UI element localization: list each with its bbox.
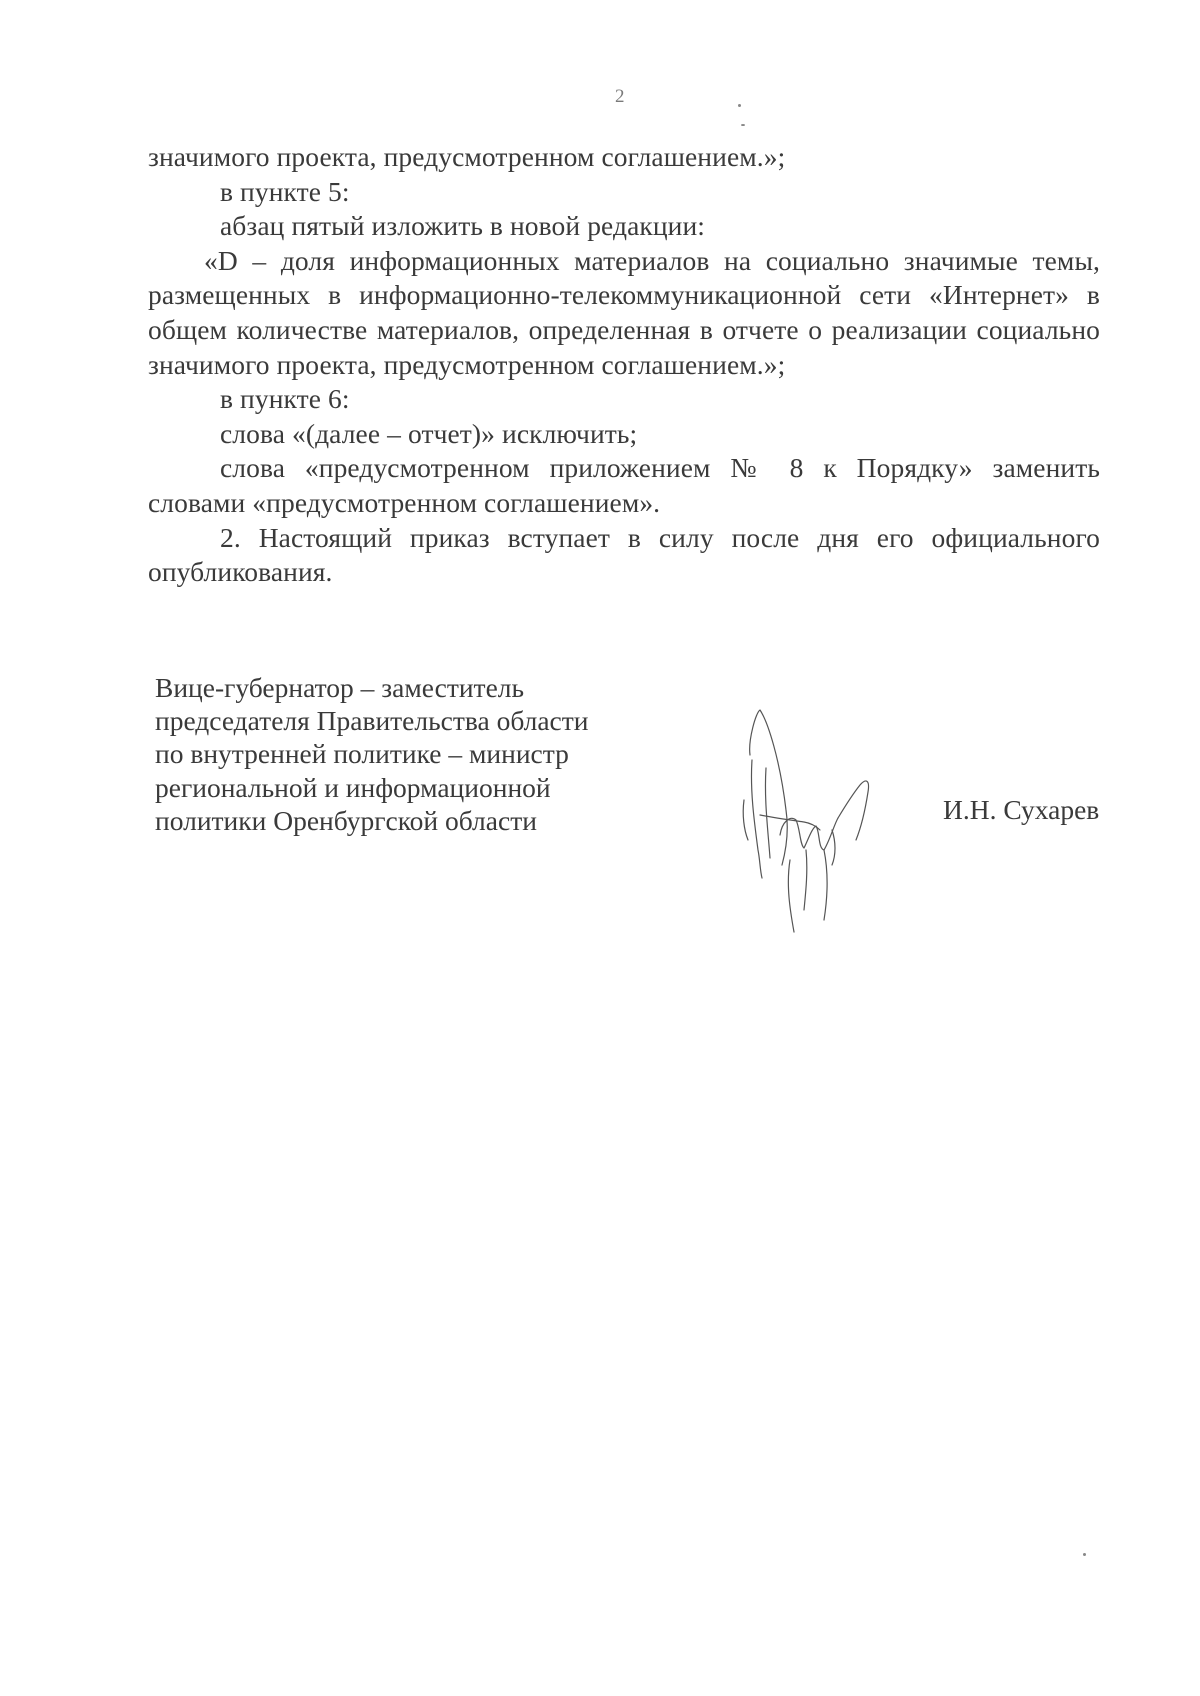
position-line: по внутренней политике – министр (155, 738, 569, 770)
scan-speck (1083, 1553, 1086, 1556)
scan-speck (741, 124, 745, 126)
page-number: 2 (615, 86, 625, 107)
position-line: Вице-губернатор – заместитель (155, 672, 525, 703)
signer-name: И.Н. Сухарев (943, 794, 1100, 825)
paragraph-exclude: слова «(далее – отчет)» исключить; (220, 417, 638, 449)
position-line: региональной и информационной (155, 771, 551, 803)
scan-speck (738, 104, 741, 107)
handwritten-signature (720, 700, 940, 940)
document-body (148, 140, 1100, 590)
paragraph-point-5: в пункте 5: (220, 175, 350, 207)
paragraph-continuation: значимого проекта, предусмотренном соглашением.»; (148, 141, 786, 172)
position-line: политики Оренбургской области (155, 804, 537, 836)
paragraph-formula-d: «D – доля информационных материалов на социально значимые темы, размещенных в информационно-телекоммуникационной сети «Интернет» в общем количестве материалов, определенная в отчете о реализации социально значимого проекта, предусмотренном соглашением.»; (148, 244, 1100, 380)
paragraph-replace: слова «предусмотренном приложением № 8 к Порядку» заменить словами «предусмотренном соглашением». (148, 452, 1100, 518)
paragraph-abzac: абзац пятый изложить в новой редакции: (220, 210, 706, 242)
paragraph-effective-date: 2. Настоящий приказ вступает в силу после дня его официального опубликования. (148, 521, 1100, 588)
signatory-position (155, 671, 675, 837)
position-line: председателя Правительства области (155, 705, 589, 737)
paragraph-point-6: в пункте 6: (220, 383, 350, 415)
